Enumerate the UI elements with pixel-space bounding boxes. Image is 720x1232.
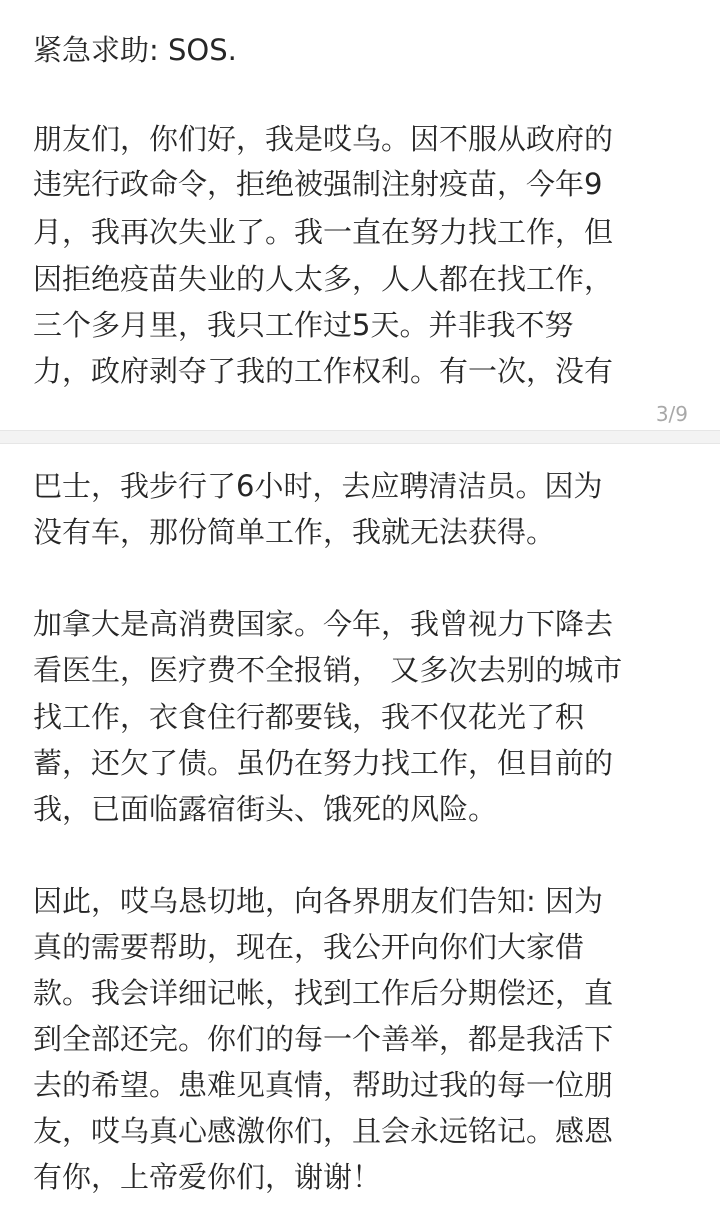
text-line: 因此，哎乌恳切地，向各界朋友们告知: 因为 — [33, 884, 603, 918]
text-line: 没有车，那份简单工作，我就无法获得。 — [33, 515, 556, 549]
heading-line: 紧急求助: SOS. — [33, 33, 237, 67]
text-line: 巴士，我步行了6小时，去应聘清洁员。因为 — [33, 469, 603, 503]
page-separator — [0, 430, 720, 444]
text-line: 找工作，衣食住行都要钱，我不仅花光了积 — [33, 700, 585, 734]
text-line: 蓄，还欠了债。虽仍在努力找工作，但目前的 — [33, 746, 614, 780]
text-line: 我，已面临露宿街头、饿死的风险。 — [33, 792, 498, 826]
text-line: 看医生，医疗费不全报销， 又多次去别的城市 — [33, 653, 623, 687]
text-line: 三个多月里，我只工作过5天。并非我不努 — [33, 308, 574, 342]
text-line: 去的希望。患难见真情，帮助过我的每一位朋 — [33, 1068, 614, 1102]
text-line: 有你，上帝爱你们，谢谢！ — [33, 1160, 382, 1194]
text-line: 友，哎乌真心感激你们，且会永远铭记。感恩 — [33, 1114, 614, 1148]
page-3-top — [0, 0, 720, 430]
text-line: 款。我会详细记帐，找到工作后分期偿还，直 — [33, 976, 614, 1010]
text-line: 因拒绝疫苗失业的人太多，人人都在找工作， — [33, 262, 614, 296]
text-line: 违宪行政命令，拒绝被强制注射疫苗，今年9 — [33, 167, 603, 201]
text-line: 真的需要帮助，现在，我公开向你们大家借 — [33, 930, 585, 964]
text-line: 力，政府剥夺了我的工作权利。有一次，没有 — [33, 354, 614, 388]
text-line: 朋友们，你们好，我是哎乌。因不服从政府的 — [33, 122, 614, 156]
text-line: 月，我再次失业了。我一直在努力找工作，但 — [33, 215, 614, 249]
text-line: 加拿大是高消费国家。今年，我曾视力下降去 — [33, 607, 614, 641]
page-indicator: 3/9 — [655, 402, 688, 426]
text-line: 到全部还完。你们的每一个善举，都是我活下 — [33, 1022, 614, 1056]
page-4-top — [0, 444, 720, 1232]
